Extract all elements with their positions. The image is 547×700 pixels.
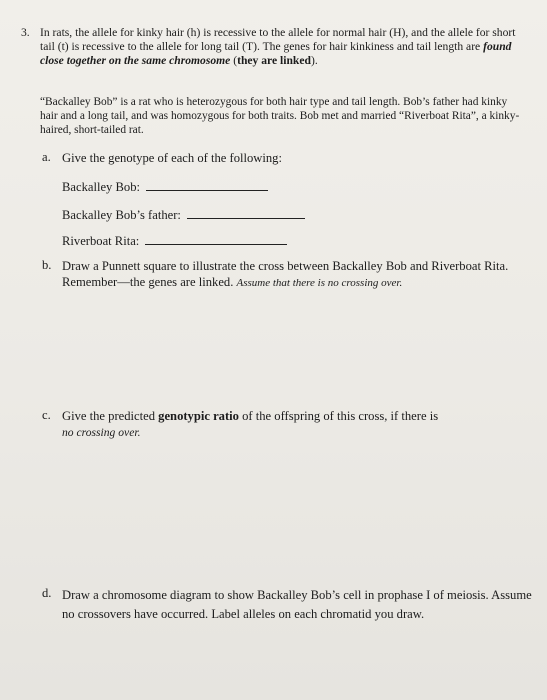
genotype-label: Backalley Bob: (62, 180, 140, 194)
part-b-assumption: Assume that there is no crossing over. (236, 277, 403, 289)
genotype-item-father (62, 207, 305, 223)
part-c-after: of the offspring of this cross, if there is (238, 409, 439, 423)
intro-text-3: ). (310, 54, 318, 67)
intro-text-1: In rats, the allele for kinky hair (h) is recessive to the allele for normal hair (H), and the allele for short tail (t) is recessive to the allele for long tail (T). The genes for hair kinkiness and tail length are (40, 26, 516, 53)
question-number: 3. (21, 26, 30, 39)
intro-emphasis: found close together on the same chromosome (40, 40, 512, 67)
intro-bold: they are linked (237, 54, 311, 67)
answer-blank-bob[interactable] (146, 179, 268, 191)
genotype-label: Riverboat Rita: (62, 234, 140, 248)
part-c-before: Give the predicted (62, 409, 159, 423)
part-c-letter: c. (42, 408, 51, 422)
part-a-letter: a. (42, 150, 51, 164)
genotype-item-bob (62, 179, 268, 195)
answer-blank-rita[interactable] (145, 233, 287, 245)
part-b-instruction: Draw a Punnett square to illustrate the cross between Backalley Bob and Riverboat Rita. Remember—the genes are linked. (62, 259, 509, 289)
scenario-paragraph: “Backalley Bob” is a rat who is heterozygous for both hair type and tail length. Bob’s father had kinky hair and a long tail, and was homozygous for both traits. Bob met and married “Riverboat Rita”, a kinky-haired, short-tailed rat. (40, 96, 520, 136)
part-c-text (62, 408, 532, 424)
question-intro (21, 26, 520, 68)
part-c-assumption: no crossing over. (62, 426, 141, 439)
genotype-label: Backalley Bob’s father: (62, 208, 181, 222)
part-b-letter: b. (42, 258, 52, 272)
intro-text-2: ( (230, 54, 238, 67)
genotype-item-rita (62, 233, 287, 249)
part-c-bold: genotypic ratio (158, 409, 239, 423)
answer-blank-father[interactable] (187, 207, 305, 219)
part-d-letter: d. (42, 586, 52, 600)
part-d-text: Draw a chromosome diagram to show Backalley Bob’s cell in prophase I of meiosis. Assume no crossovers have occurred. Label alleles on each chromatid you draw. (62, 588, 532, 621)
part-a-prompt: Give the genotype of each of the following: (62, 151, 282, 165)
part-b-text (62, 258, 522, 291)
